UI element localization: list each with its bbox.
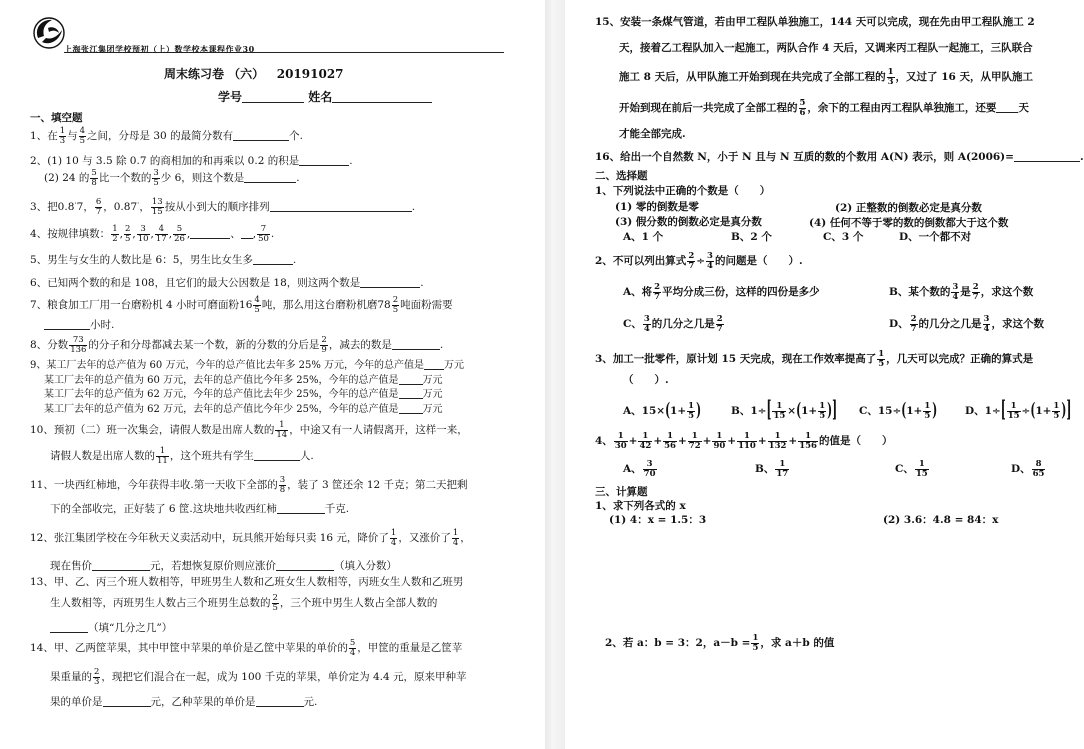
section-choice: 二、选择题 <box>595 170 648 182</box>
choice-2-stem: 2、不可以列出算式 $\frac{2}{7}$ ÷ $\frac{3}{4}$ 的问题是（ ）. <box>595 251 803 271</box>
choice-2-C: C、 $\frac{3}{4}$ 的几分之几是 $\frac{2}{7}$ <box>623 314 723 334</box>
choice-3-B: B、1÷[ $\frac{1}{15}$ ×(1+ $\frac{1}{5}$ )] <box>731 397 838 423</box>
choice-4-stem: 4、 $\frac{1}{30}$ + $\frac{1}{42}$ + $\frac{1}{56}$ + $\frac{1}{72}$ + $\frac{1}{90}$ + $\frac{1}{110}$ + $\frac{1}{132}$ + $\frac{1}{156}$ 的值是（ ） <box>595 431 893 451</box>
choice-4-B: B、 $\frac{1}{17}$ <box>755 459 789 479</box>
question-10a: 10、预初（二）班一次集会，请假人数是出席人数的 $\frac{1}{14}$ ，中途又有一人请假离开，这样一来， <box>30 420 468 440</box>
choice-2-D: D、 $\frac{2}{7}$ 的几分之几是 $\frac{3}{4}$ ，求这个数 <box>889 314 1044 334</box>
choice-1-D: D、一个都不对 <box>899 231 972 243</box>
question-11a: 11、一块西红柿地，今年获得丰收.第一天收下全部的 $\frac{3}{8}$ ，装了 3 筐还余 12 千克；第二天把剩 <box>30 475 468 495</box>
calc-2: 2、若 a：b = 3：2，a－b = $\frac{1}{5}$ ，求 a＋b 的值 <box>605 633 835 653</box>
question-7a: 7、粮食加工厂用一台磨粉机 4 小时可磨面粉16 $\frac{4}{5}$ 吨，那么用这台磨粉机磨78 $\frac{2}{5}$ 吨面粉需要 <box>30 295 453 315</box>
question-8: 8、分数 $\frac{73}{136}$ 的分子和分母都减去某一个数，新的分数的分后是 $\frac{2}{9}$ ，减去的数是 . <box>30 335 444 355</box>
question-15a: 15、安装一条煤气管道，若由甲工程队单独施工，144 天可以完成，现在先由甲工程队施工 2 <box>595 16 1035 28</box>
question-14c: 果的单价是 元，乙种苹果的单价是 元. <box>50 696 318 708</box>
school-logo-icon <box>32 16 66 50</box>
choice-2-A: A、将 $\frac{2}{7}$ 平均分成三份，这样的四份是多少 <box>623 282 820 302</box>
question-3: 3、把0.8·7， $\frac{6}{7}$ ，0.87·， $\frac{13}{15}$ 按从小到大的顺序排列 . <box>30 197 416 217</box>
student-info: 学号 姓名 <box>218 90 432 105</box>
question-13c: （填“几分之几”） <box>50 621 172 635</box>
choice-1-C: C、3 个 <box>823 231 864 243</box>
choice-3-D: D、1÷[ $\frac{1}{15}$ ÷(1+ $\frac{1}{5}$ )] <box>965 397 1072 423</box>
worksheet-title: 周末练习卷 （六） 20191027 <box>164 67 344 81</box>
question-2b: (2) 24 的 $\frac{5}{8}$ 比一个数的 $\frac{3}{5}$ 少 6，则这个数是 . <box>44 168 300 188</box>
question-5: 5、男生与女生的人数比是 6：5，男生比女生多 . <box>30 254 297 266</box>
choice-1-opt2: (2) 正整数的倒数必定是真分数 <box>835 202 982 214</box>
question-15d: 开始到现在前后一共完成了全部工程的 $\frac{5}{6}$ ，余下的工程由丙工程队单独施工，还要 天 <box>619 98 1029 118</box>
question-15e: 才能全部完成. <box>619 128 686 140</box>
question-13b: 生人数相等，丙班男生人数占三个班男生总数的 $\frac{2}{5}$ ，三个班中男生人数占全部人数的 <box>50 593 438 613</box>
section-fill-in: 一、填空题 <box>30 112 83 124</box>
choice-4-A: A、 $\frac{3}{70}$ <box>623 459 656 479</box>
right-page <box>565 0 1084 749</box>
question-13a: 13、甲、乙、丙三个班人数相等，甲班男生人数和乙班女生人数相等，丙班女生人数和乙班男 <box>30 576 464 588</box>
question-12a: 12、张江集团学校在今年秋天义卖活动中，玩具熊开始每只卖 16 元，降价了 $\frac{1}{4}$ ，又涨价了 $\frac{1}{4}$ ， <box>30 528 471 548</box>
question-15b: 天，接着乙工程队加入一起施工，两队合作 4 天后，又调来丙工程队一起施工，三队联合 <box>619 42 1033 54</box>
choice-3-C: C、15÷(1+ $\frac{1}{5}$ ) <box>859 399 938 422</box>
question-10b: 请假人数是出席人数的 $\frac{1}{11}$ ，这个班共有学生 人. <box>50 446 314 466</box>
choice-1-opt1: (1) 零的倒数是零 <box>615 201 699 213</box>
header-rule <box>64 52 504 53</box>
choice-1-B: B、2 个 <box>731 231 772 243</box>
choice-1-stem: 1、下列说法中正确的个数是（ ） <box>595 185 771 197</box>
calc-1-eq2: (2) 3.6：4.8 = 84：x <box>883 514 999 526</box>
choice-2-B: B、某个数的 $\frac{3}{4}$ 是 $\frac{2}{7}$ ，求这个数 <box>889 282 1034 302</box>
choice-1-A: A、1 个 <box>623 231 664 243</box>
question-14a: 14、甲、乙两筐苹果，其中甲筐中苹果的单价是乙筐中苹果的单价的 $\frac{5}{4}$ ，甲筐的重量是乙筐苹 <box>30 638 463 658</box>
question-7b: 小时. <box>44 318 114 332</box>
choice-4-C: C、 $\frac{1}{15}$ <box>895 459 928 479</box>
question-16: 16、给出一个自然数 N，小于 N 且与 N 互质的数的个数用 A(N) 表示，则 A(2006)= . <box>595 151 1084 163</box>
page-gutter <box>545 0 565 749</box>
school-header: 上海张江集团学校预初（上）数学校本课程作业30 <box>64 44 255 54</box>
question-15c: 施工 8 天后，从甲队施工开始到现在共完成了全部工程的 $\frac{1}{3}$ ，又过了 16 天，从甲队施工 <box>619 67 1033 87</box>
choice-3-A: A、15×(1+ $\frac{1}{5}$ ) <box>623 399 702 422</box>
question-1: 1、在 $\frac{1}{3}$ 与 $\frac{4}{5}$ 之间，分母是 30 的最简分数有 个. <box>30 126 303 146</box>
question-11b: 下的全部收完，正好装了 6 筐.这块地共收西红柿 千克. <box>50 503 350 515</box>
calc-1-stem: 1、求下列各式的 x <box>595 500 686 512</box>
calc-1-eq1: (1) 4：x = 1.5：3 <box>609 514 707 526</box>
question-2a: 2、(1) 10 与 3.5 除 0.7 的商相加的和再乘以 0.2 的积是 . <box>30 155 353 167</box>
question-14b: 果重量的 $\frac{2}{3}$ ，现把它们混合在一起，成为 100 千克的苹果，单价定为 4.4 元，原来甲种苹 <box>50 667 467 687</box>
question-9: 9、某工厂去年的总产值为 60 万元，今年的总产值比去年多 25% 万元，今年的总产值是 万元 某工厂去年的总产值为 60 万元，去年的总产值比今年多 25%，今年的总产值是 万元 某工厂去年的总产值为 62 万元，今年的总产值比去年少 25%，今年的总产值是 万元 某工厂去年的总产值为 62 万元，去年的总产值比今年少 25%，今年的总产值是 万元 <box>30 360 465 415</box>
question-12b: 现在售价 元，若想恢复原价则应涨价 （填入分数） <box>50 560 397 572</box>
choice-1-opt4: (4) 任何不等于零的数的倒数都大于这个数 <box>809 217 1009 229</box>
question-6: 6、已知两个数的和是 108，且它们的最大公因数是 18，则这两个数是 . <box>30 277 424 289</box>
choice-4-D: D、 $\frac{8}{65}$ <box>1011 459 1045 479</box>
choice-1-opt3: (3) 假分数的倒数必定是真分数 <box>615 216 762 228</box>
choice-3-paren: （ ）. <box>623 374 669 386</box>
choice-3-stem: 3、加工一批零件，原计划 15 天完成，现在工作效率提高了 $\frac{1}{5}$ ，几天可以完成？正确的算式是 <box>595 349 1034 369</box>
question-4: 4、按规律填数： $\frac{1}{2}$ , $\frac{2}{5}$ , $\frac{3}{10}$ , $\frac{4}{17}$ , $\frac{5}{26}$ , 、 , $\frac{7}{50}$ . <box>30 224 275 244</box>
section-calc: 三、计算题 <box>595 486 648 498</box>
